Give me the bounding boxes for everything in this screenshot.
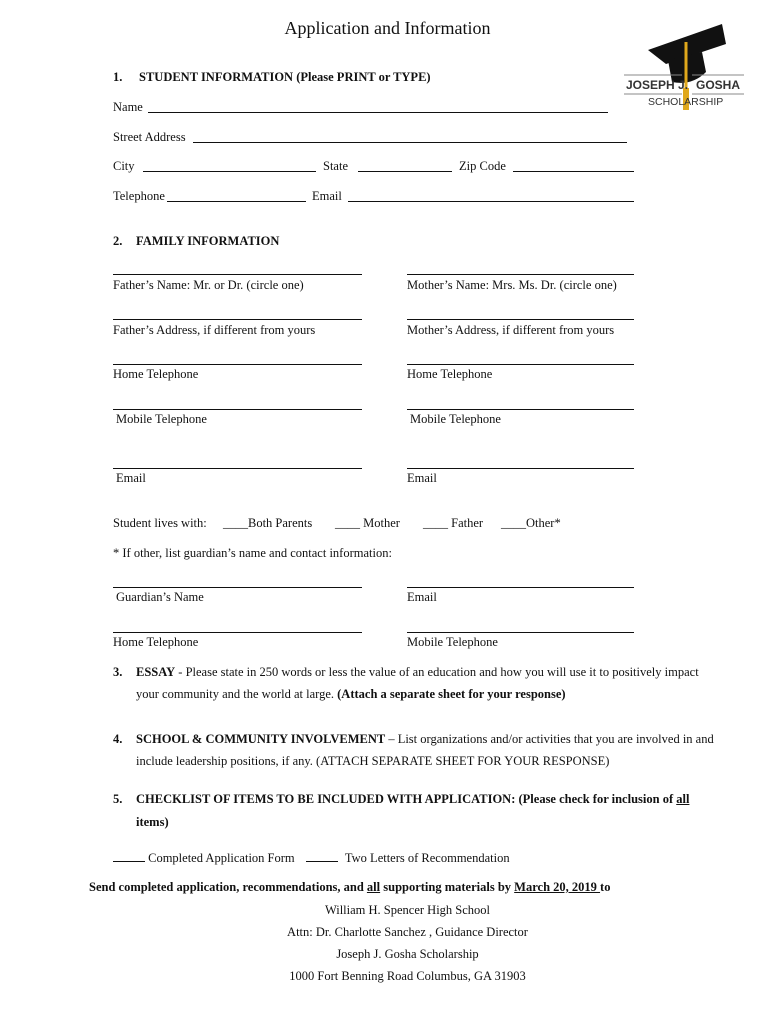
section5-heading: CHECKLIST OF ITEMS TO BE INCLUDED WITH APPLICATION: (Please check for inclusion of xyxy=(136,792,677,806)
mother-home-tel-field[interactable] xyxy=(407,364,634,365)
item-recommendations: Two Letters of Recommendation xyxy=(344,851,510,865)
checklist-row xyxy=(113,851,510,866)
guardian-mobile-label: Mobile Telephone xyxy=(407,635,498,649)
father-home-tel-label: Home Telephone xyxy=(113,367,199,381)
section4-number: 4. xyxy=(113,732,123,746)
section3-number: 3. xyxy=(113,665,123,679)
section5-line2: items) xyxy=(136,815,169,829)
email-field[interactable] xyxy=(348,201,634,202)
mother-address-label: Mother’s Address, if different from yours xyxy=(407,323,615,337)
section1-number: 1. xyxy=(113,70,123,84)
section1-heading: STUDENT INFORMATION (Please PRINT or TYPE) xyxy=(139,70,431,84)
option-father[interactable]: ____ Father xyxy=(423,516,484,530)
name-label: Name xyxy=(113,100,143,114)
name-field[interactable] xyxy=(148,112,608,113)
checkbox-recommendations[interactable] xyxy=(306,851,338,862)
father-mobile-label: Mobile Telephone xyxy=(116,412,207,426)
state-field[interactable] xyxy=(358,171,452,172)
guardian-name-field[interactable] xyxy=(113,587,362,588)
zip-label: Zip Code xyxy=(459,159,506,173)
father-home-tel-field[interactable] xyxy=(113,364,362,365)
item-application-form: Completed Application Form xyxy=(145,851,295,865)
send-suffix: to xyxy=(600,880,611,894)
mother-name-field[interactable] xyxy=(407,274,634,275)
city-field[interactable] xyxy=(143,171,316,172)
mother-mobile-field[interactable] xyxy=(407,409,634,410)
address-line-1: William H. Spencer High School xyxy=(324,903,491,917)
telephone-field[interactable] xyxy=(167,201,306,202)
guardian-name-label: Guardian’s Name xyxy=(116,590,204,604)
section2-number: 2. xyxy=(113,234,123,248)
mother-email-field[interactable] xyxy=(407,468,634,469)
logo-sub: SCHOLARSHIP xyxy=(648,96,724,108)
section5-line1 xyxy=(136,792,689,807)
mother-home-tel-label: Home Telephone xyxy=(407,367,493,381)
guardian-email-field[interactable] xyxy=(407,587,634,588)
section3-line1 xyxy=(136,665,699,680)
mother-name-label: Mother’s Name: Mrs. Ms. Dr. (circle one) xyxy=(407,278,617,292)
address-line-2: Attn: Dr. Charlotte Sanchez , Guidance Director xyxy=(287,925,528,939)
option-mother[interactable]: ____ Mother xyxy=(335,516,400,530)
section3-line2 xyxy=(136,687,566,702)
send-prefix: Send completed application, recommendations, and xyxy=(89,880,367,894)
send-instructions xyxy=(89,880,610,895)
email-label: Email xyxy=(312,189,342,203)
section4-text: – List organizations and/or activities that you are involved in and xyxy=(385,732,714,746)
send-all: all xyxy=(366,880,381,894)
send-date: March 20, 2019 xyxy=(514,880,601,894)
address-line-3: Joseph J. Gosha Scholarship xyxy=(336,947,479,961)
send-mid: supporting materials by xyxy=(380,880,515,894)
father-address-label: Father’s Address, if different from yours xyxy=(113,323,316,337)
guardian-home-field[interactable] xyxy=(113,632,362,633)
zip-field[interactable] xyxy=(513,171,634,172)
mother-email-label: Email xyxy=(407,471,437,485)
option-other[interactable]: ____Other* xyxy=(501,516,561,530)
street-label: Street Address xyxy=(113,130,186,144)
section3-line2-text: your community and the world at large. xyxy=(136,687,338,701)
page-title: Application and Information xyxy=(284,18,491,38)
other-note: * If other, list guardian’s name and contact information: xyxy=(113,546,392,560)
address-line-4: 1000 Fort Benning Road Columbus, GA 31903 xyxy=(289,969,526,983)
father-name-field[interactable] xyxy=(113,274,362,275)
state-label: State xyxy=(323,159,348,173)
guardian-mobile-field[interactable] xyxy=(407,632,634,633)
section4-line2: include leadership positions, if any. (ATTACH SEPARATE SHEET FOR YOUR RESPONSE) xyxy=(136,754,610,768)
section5-all: all xyxy=(676,792,690,806)
logo-name-left: JOSEPH J. xyxy=(626,78,689,92)
scholarship-logo xyxy=(622,20,746,112)
section3-attach-note: (Attach a separate sheet for your response) xyxy=(337,687,566,701)
father-email-field[interactable] xyxy=(113,468,362,469)
guardian-home-label: Home Telephone xyxy=(113,635,199,649)
street-field[interactable] xyxy=(193,142,627,143)
section5-number: 5. xyxy=(113,792,123,806)
city-label: City xyxy=(113,159,135,173)
guardian-email-label: Email xyxy=(407,590,437,604)
father-email-label: Email xyxy=(116,471,146,485)
mother-mobile-label: Mobile Telephone xyxy=(410,412,501,426)
lives-with-label: Student lives with: xyxy=(113,516,207,530)
father-address-field[interactable] xyxy=(113,319,362,320)
option-both-parents[interactable]: ____Both Parents xyxy=(223,516,313,530)
section4-line1 xyxy=(136,732,714,747)
father-name-label: Father’s Name: Mr. or Dr. (circle one) xyxy=(113,278,304,292)
section2-heading: FAMILY INFORMATION xyxy=(136,234,280,248)
telephone-label: Telephone xyxy=(113,189,165,203)
section3-text: - Please state in 250 words or less the value of an education and how you will use it to positively impact xyxy=(175,665,699,679)
mother-address-field[interactable] xyxy=(407,319,634,320)
father-mobile-field[interactable] xyxy=(113,409,362,410)
section4-heading: SCHOOL & COMMUNITY INVOLVEMENT xyxy=(136,732,386,746)
logo-name-right: GOSHA xyxy=(696,78,741,92)
checkbox-application-form[interactable] xyxy=(113,851,145,862)
section3-heading: ESSAY xyxy=(136,665,176,679)
